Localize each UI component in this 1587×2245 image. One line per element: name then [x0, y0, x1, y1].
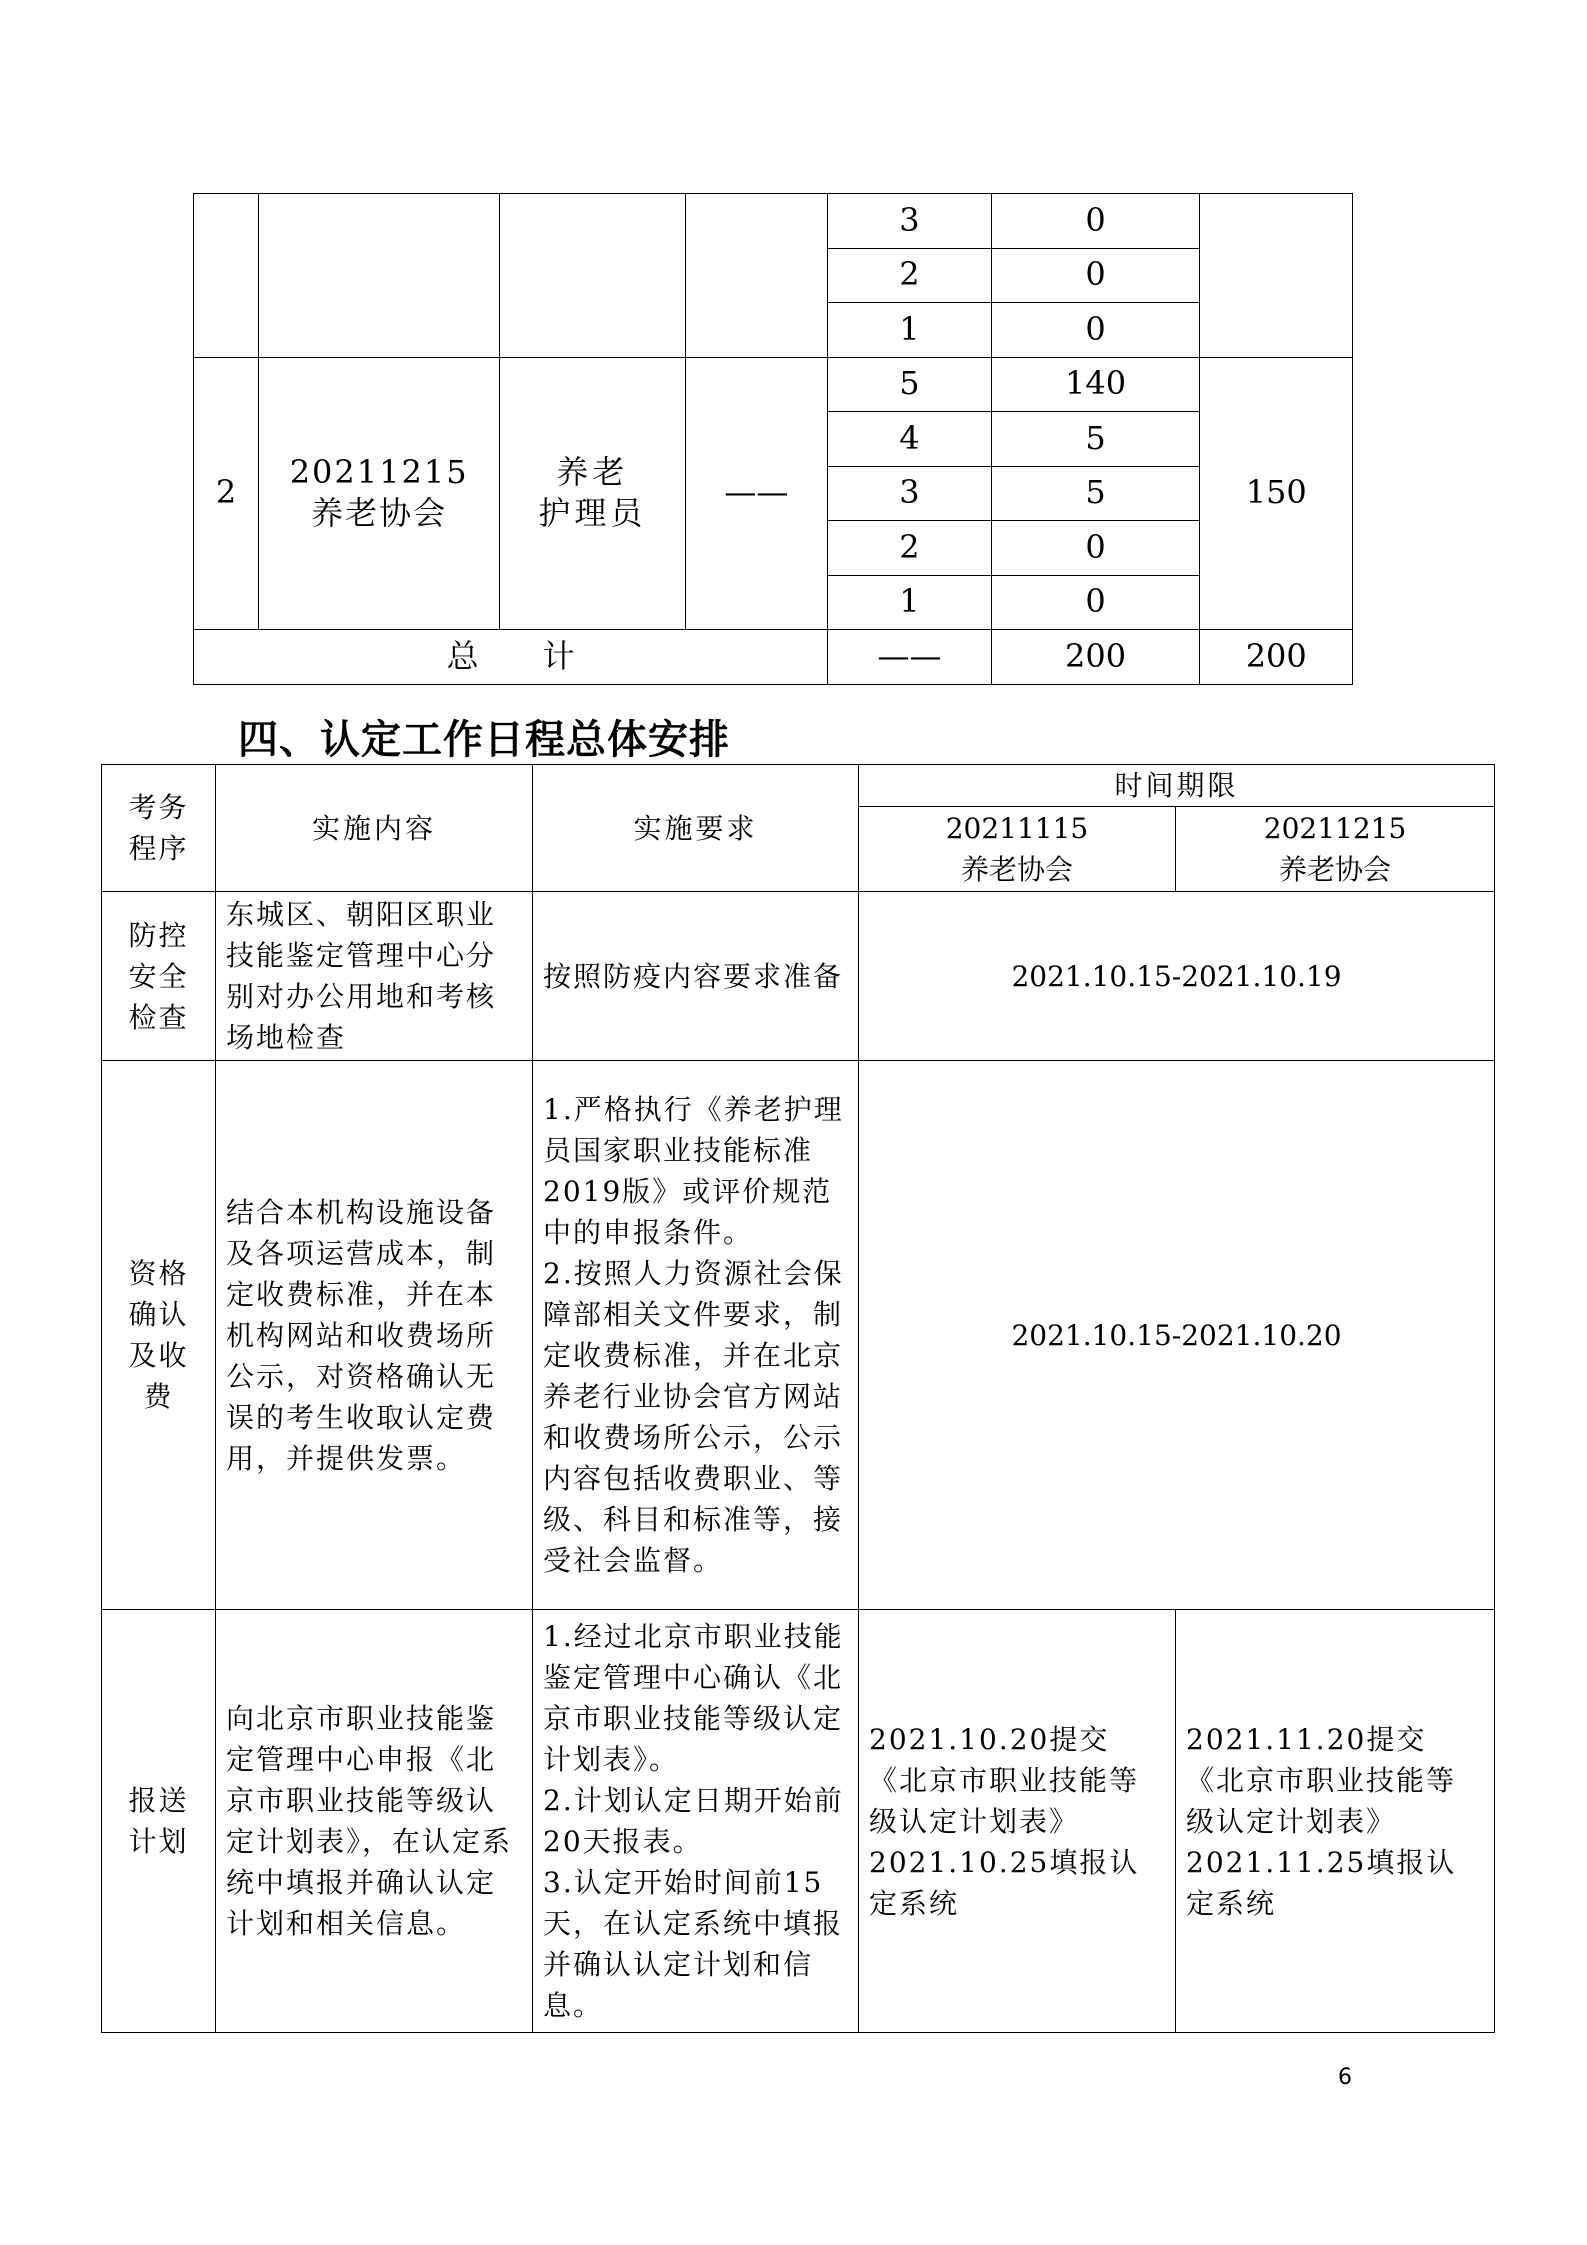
count-cell: 0	[991, 248, 1200, 303]
dash-cell: ——	[685, 357, 827, 630]
content-cell: 结合本机构设施设备及各项运营成本，制定收费标准，并在本机构网站和收费场所公示，对资格确认无误的考生收取认定费用，并提供发票。	[216, 1061, 533, 1610]
requirement-item: 1.经过北京市职业技能鉴定管理中心确认《北京市职业技能等级认定计划表》。	[543, 1620, 844, 1776]
header-col-a: 20211115 养老协会	[859, 807, 1176, 892]
seq-cell: 2	[194, 357, 259, 630]
requirement-item: 3.认定开始时间前15天，在认定系统中填报并确认认定计划和信息。	[543, 1866, 844, 2022]
section-title: 四、认定工作日程总体安排	[238, 717, 730, 763]
header-content: 实施内容	[216, 765, 533, 892]
schedule-table	[101, 764, 1495, 2033]
requirement-item: 1.严格执行《养老护理员国家职业技能标准2019版》或评价规范中的申报条件。	[543, 1093, 844, 1249]
content-cell: 向北京市职业技能鉴定管理中心申报《北京市职业技能等级认定计划表》，在认定系统中填报并确认认定计划和相关信息。	[216, 1610, 533, 2033]
requirement-cell	[533, 1061, 859, 1610]
level-cell: 3	[828, 194, 992, 249]
occupation-cell: 养老 护理员	[500, 357, 686, 630]
count-cell: 5	[991, 466, 1200, 521]
requirement-item: 按照防疫内容要求准备	[543, 959, 844, 993]
level-cell: 1	[828, 303, 992, 358]
header-procedure: 考务 程序	[102, 765, 216, 892]
header-period: 时间期限	[859, 765, 1495, 807]
header-row	[102, 765, 1495, 807]
count-cell: 0	[991, 303, 1200, 358]
total-label: 总 计	[194, 630, 828, 685]
period-item: 2021.11.20提交《北京市职业技能等级认定计划表》	[1186, 1722, 1457, 1838]
table-row	[194, 357, 1353, 412]
procedure-cell: 资格 确认 及收 费	[102, 1061, 216, 1610]
level-cell: 2	[828, 521, 992, 576]
period-cell: 2021.10.15-2021.10.19	[859, 892, 1495, 1061]
procedure-cell: 防控 安全 检查	[102, 892, 216, 1061]
procedure-cell: 报送 计划	[102, 1610, 216, 2033]
level-cell: 4	[828, 412, 992, 467]
seq-cell	[194, 194, 259, 358]
level-cell: 3	[828, 466, 992, 521]
header-requirement: 实施要求	[533, 765, 859, 892]
level-cell: 5	[828, 357, 992, 412]
table-row	[194, 194, 1353, 249]
total-sum: 200	[1200, 630, 1353, 685]
requirement-item: 2.计划认定日期开始前20天报表。	[543, 1784, 844, 1858]
content-cell: 东城区、朝阳区职业技能鉴定管理中心分别对办公用地和考核场地检查	[216, 892, 533, 1061]
count-cell: 0	[991, 194, 1200, 249]
count-cell: 5	[991, 412, 1200, 467]
period-item: 2021.10.25填报认定系统	[869, 1845, 1140, 1920]
plan-cell: 20211215 养老协会	[259, 357, 500, 630]
plan-summary-table	[193, 193, 1353, 685]
requirement-cell	[533, 1610, 859, 2033]
count-cell: 0	[991, 521, 1200, 576]
total-count: 200	[991, 630, 1200, 685]
level-cell: 2	[828, 248, 992, 303]
total-dash: ——	[828, 630, 992, 685]
occupation-cell	[500, 194, 686, 358]
level-cell: 1	[828, 575, 992, 630]
table-row	[102, 1610, 1495, 2033]
period-item: 2021.10.20提交《北京市职业技能等级认定计划表》	[869, 1722, 1140, 1838]
table-row	[102, 892, 1495, 1061]
count-cell: 0	[991, 575, 1200, 630]
page-number: 6	[1338, 2065, 1352, 2090]
table-row	[102, 1061, 1495, 1610]
header-col-b: 20211215 养老协会	[1176, 807, 1495, 892]
total-row	[194, 630, 1353, 685]
count-cell: 140	[991, 357, 1200, 412]
plan-cell	[259, 194, 500, 358]
dash-cell	[685, 194, 827, 358]
subtotal-cell	[1200, 194, 1353, 358]
period-cell: 2021.10.15-2021.10.20	[859, 1061, 1495, 1610]
requirement-cell	[533, 892, 859, 1061]
period-item: 2021.11.25填报认定系统	[1186, 1845, 1457, 1920]
period-cell-a	[859, 1610, 1176, 2033]
period-cell-b	[1176, 1610, 1495, 2033]
requirement-item: 2.按照人力资源社会保障部相关文件要求，制定收费标准，并在北京养老行业协会官方网站和收费场所公示，公示内容包括收费职业、等级、科目和标准等，接受社会监督。	[543, 1257, 844, 1577]
subtotal-cell: 150	[1200, 357, 1353, 630]
